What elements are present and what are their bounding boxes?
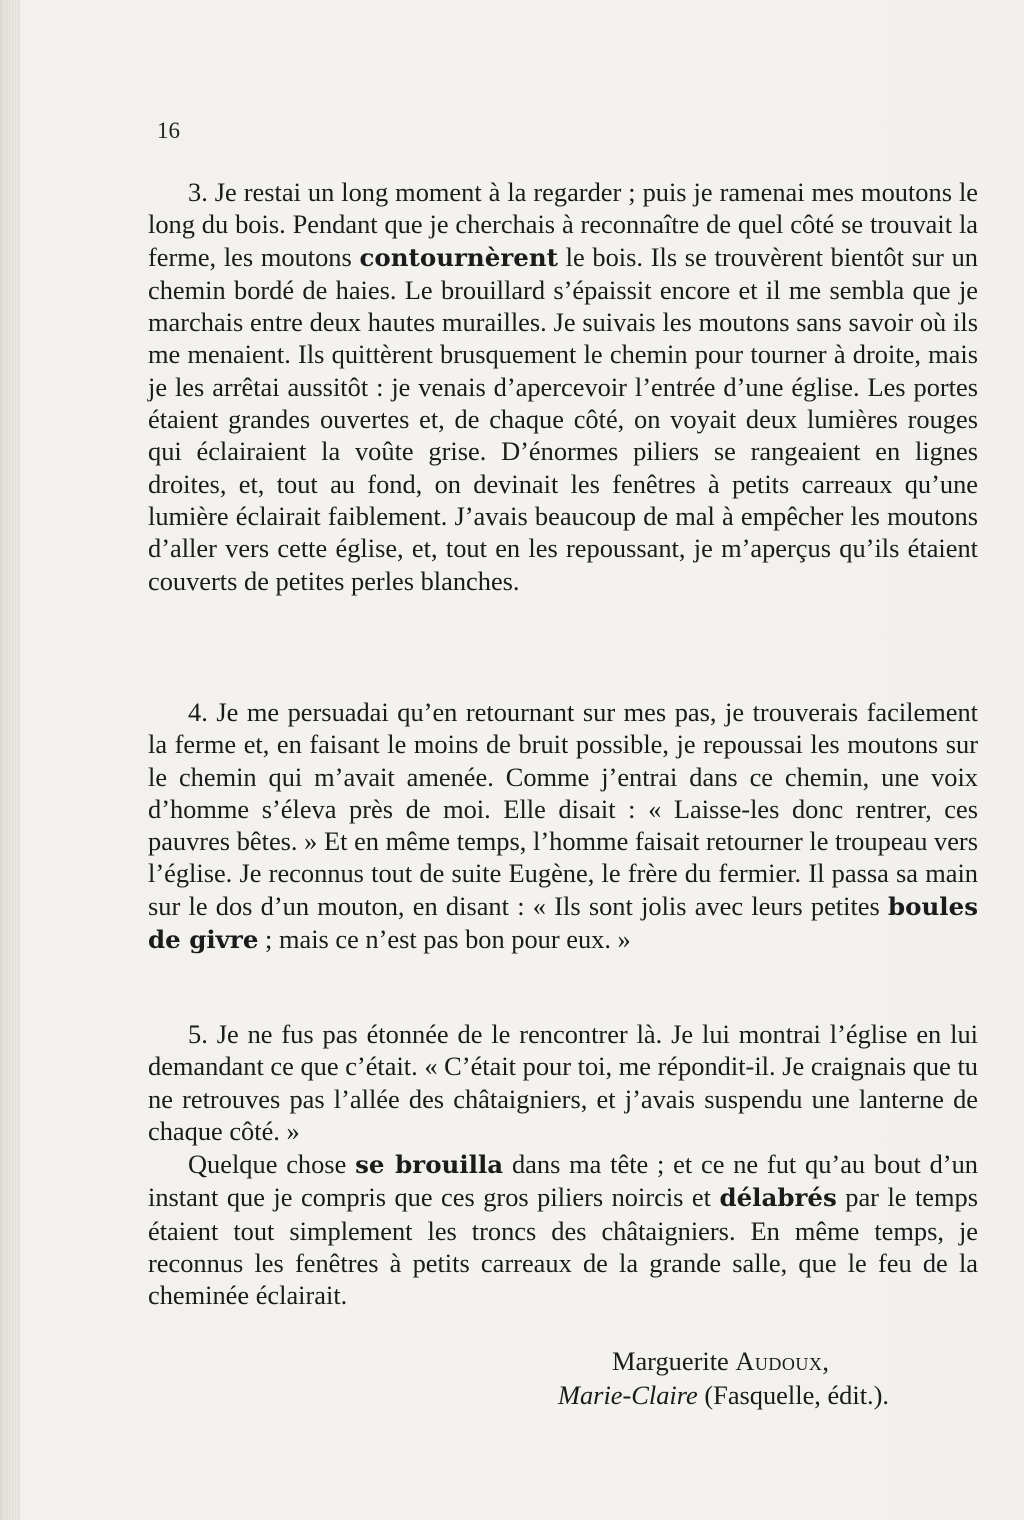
text-segment: dans ma tête ; et ce ne fut qu’au bout d’un instant que je compris que ces gros piliers noircis et <box>148 1149 978 1213</box>
source-attribution <box>558 1378 932 1412</box>
page-edge-shadow <box>0 0 20 1520</box>
paragraph-3 <box>148 176 978 597</box>
text-segment: Quelque chose <box>188 1149 356 1179</box>
text-segment: 4. Je me persuadai qu’en retournant sur mes pas, je trouverais facilement la ferme et, en faisant le moins de bruit possible, je repoussai les moutons sur le chemin qui m’avait amenée. Comme j’entrai dans ce chemin, une voix d’homme s’éleva près de moi. Elle disait : « Laisse-les donc rentrer, ces pauvres bêtes. » Et en même temps, l’homme faisait retourner le troupeau vers l’église. Je reconnus tout de suite Eugène, le frère du fermier. Il passa sa main sur le dos d’un mouton, en disant : « Ils sont jolis avec leurs petites <box>148 697 978 921</box>
author-attribution <box>612 1344 932 1378</box>
publisher-info: (Fasquelle, édit.). <box>697 1380 890 1410</box>
text-segment: ; mais ce n’est pas bon pour eux. » <box>258 924 631 955</box>
author-last-name: Audoux <box>735 1346 823 1376</box>
paragraph-5 <box>148 1018 978 1147</box>
vocabulary-term: contournèrent <box>359 242 558 272</box>
vocabulary-term: boules de givre <box>148 891 978 955</box>
vocabulary-term: se brouilla <box>355 1150 504 1179</box>
paragraph-5-continuation <box>148 1148 978 1311</box>
vocabulary-term: délabrés <box>719 1183 837 1213</box>
author-comma: , <box>822 1346 830 1376</box>
text-segment: par le temps étaient tout simplement les troncs des châtaigniers. En même temps, je reconnus les fenêtres à petits carreaux de la grande salle, que le feu de la cheminée éclairait. <box>148 1182 979 1311</box>
page-number: 16 <box>157 118 180 143</box>
author-first-name: Marguerite <box>612 1346 736 1376</box>
work-title: Marie-Claire <box>558 1380 698 1410</box>
paragraph-4 <box>148 696 978 956</box>
text-segment: 5. Je ne fus pas étonnée de le rencontrer là. Je lui montrai l’église en lui demandant ce que c’était. « C’était pour toi, me répondit-il. Je craignais que tu ne retrouves pas l’allée des châtaigniers, et j’avais suspendu une lanterne de chaque côté. » <box>148 1019 978 1146</box>
text-segment: le bois. Ils se trouvèrent bientôt sur un chemin bordé de haies. Le brouillard s’épaissit encore et il me sembla que je marchais entre deux hautes murailles. Je suivais les moutons sans savoir où ils me menaient. Ils quittèrent brusquement le chemin pour tourner à droite, mais je les arrêtai aussitôt : je venais d’apercevoir l’entrée d’une église. Les portes étaient grandes ouvertes et, de chaque côté, on voyait deux lumières rouges qui éclairaient la voûte grise. D’énormes piliers se rangeaient en lignes droites, et, tout au fond, on devinait les fenêtres à petits carreaux qu’une lumière éclairait faiblement. J’avais beaucoup de mal à empêcher les moutons d’aller vers cette église, et, tout en les repoussant, je m’aperçus qu’ils étaient couverts de petites perles blanches. <box>148 241 978 596</box>
text-segment: 3. Je restai un long moment à la regarder ; puis je ramenai mes moutons le long du bois. Pendant que je cherchais à reconnaître de quel côté se trouvait la ferme, les moutons <box>148 177 978 272</box>
